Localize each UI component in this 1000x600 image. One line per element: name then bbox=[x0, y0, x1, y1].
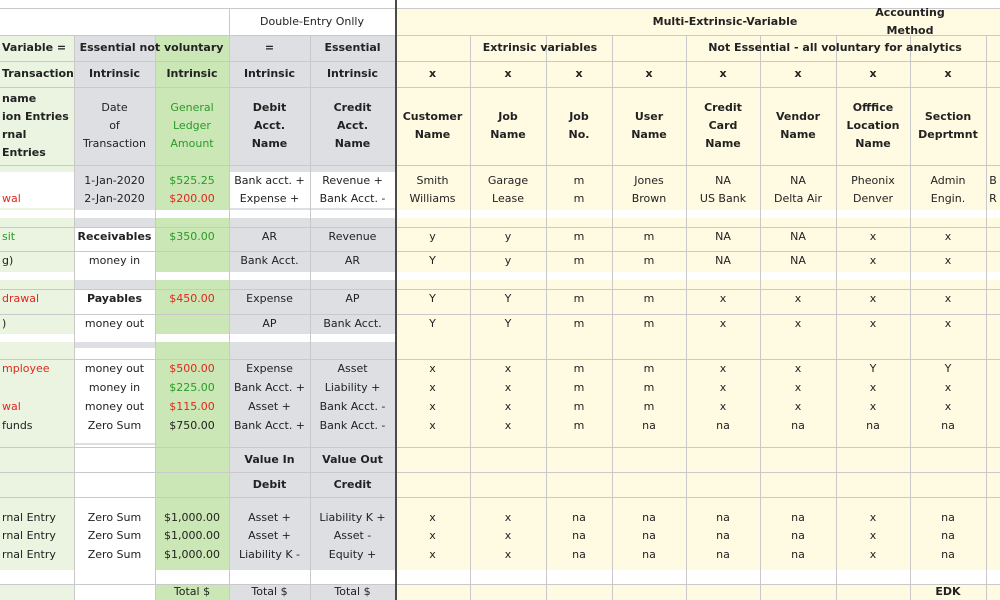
cell-section[interactable]: x bbox=[944, 292, 952, 305]
cell-user[interactable]: Brown bbox=[631, 192, 667, 205]
footer-blank bbox=[74, 584, 155, 600]
column-header-customer[interactable]: Customer Name bbox=[402, 110, 463, 141]
cell-credit[interactable]: AP bbox=[345, 292, 360, 305]
cell-user[interactable]: na bbox=[642, 419, 656, 432]
cell-card[interactable]: x bbox=[719, 400, 727, 413]
cell-vendor[interactable]: na bbox=[791, 529, 805, 542]
multi-extrinsic-header[interactable]: Multi-Extrinsic-Variable bbox=[652, 14, 798, 28]
cell-debit[interactable]: Asset + bbox=[248, 529, 291, 542]
cell-user[interactable]: m bbox=[643, 292, 655, 305]
cell-debit[interactable]: Bank Acct. bbox=[240, 254, 299, 267]
cell-extra[interactable] bbox=[986, 228, 1000, 246]
cell-date[interactable]: Zero Sum bbox=[87, 419, 142, 432]
cell-name[interactable]: funds bbox=[2, 419, 33, 432]
separator-band-1 bbox=[0, 272, 1000, 280]
cell-extra[interactable]: R bbox=[989, 192, 997, 205]
cell-debit[interactable]: Asset + bbox=[248, 511, 291, 524]
cell-name[interactable]: rnal Entry bbox=[2, 529, 56, 542]
cell-gl[interactable]: $225.00 bbox=[169, 381, 215, 394]
cell-date[interactable]: Zero Sum bbox=[87, 529, 142, 542]
cell-gl[interactable]: $1,000.00 bbox=[164, 511, 220, 524]
cell-user[interactable]: m bbox=[643, 230, 655, 243]
cell-job-no[interactable]: m bbox=[573, 362, 585, 375]
cell-job-name[interactable]: x bbox=[504, 362, 512, 375]
x-marker-card[interactable]: x bbox=[719, 67, 727, 80]
cell-vendor[interactable]: NA bbox=[790, 254, 806, 267]
cell-customer[interactable]: Williams bbox=[409, 192, 456, 205]
debit-acct-column-header[interactable]: Debit Acct. Name bbox=[251, 101, 288, 150]
x-marker-user[interactable]: x bbox=[645, 67, 653, 80]
cell-gl[interactable]: $500.00 bbox=[169, 362, 215, 375]
cell-section[interactable]: x bbox=[944, 317, 952, 330]
cell-section[interactable]: na bbox=[941, 419, 955, 432]
column-header-job-name[interactable]: Job Name bbox=[490, 110, 526, 141]
cell-section[interactable]: x bbox=[944, 254, 952, 267]
cell-job-name[interactable]: x bbox=[504, 529, 512, 542]
cell-gl[interactable]: $1,000.00 bbox=[164, 548, 220, 561]
footer-total-gl[interactable]: Total $ bbox=[173, 585, 211, 598]
cell-section[interactable]: Admin bbox=[930, 174, 966, 187]
cell-gl[interactable]: $200.00 bbox=[169, 192, 215, 205]
cell-date[interactable]: Receivables bbox=[77, 230, 152, 243]
double-entry-header[interactable]: Double-Entry Onlly bbox=[260, 14, 364, 28]
value-in-header[interactable]: Value In bbox=[244, 452, 295, 466]
x-marker-customer[interactable]: x bbox=[428, 67, 437, 80]
column-header-job-no[interactable]: Job No. bbox=[568, 110, 590, 141]
cell-user[interactable]: m bbox=[643, 317, 655, 330]
not-essential-header[interactable]: Not Essential - all voluntary for analytics bbox=[708, 41, 962, 54]
transaction-header[interactable]: Transaction bbox=[2, 67, 74, 80]
cell-vendor[interactable]: na bbox=[791, 548, 805, 561]
cell-job-no[interactable]: m bbox=[573, 419, 585, 432]
cell-office[interactable]: x bbox=[869, 254, 877, 267]
extrinsic-variables-header[interactable]: Extrinsic variables bbox=[482, 41, 598, 54]
cell-debit[interactable]: Expense bbox=[246, 292, 293, 305]
row-line-11 bbox=[0, 472, 1000, 473]
cell-card[interactable]: x bbox=[719, 317, 727, 330]
cell-date[interactable]: money in bbox=[88, 254, 141, 267]
intrinsic-header-gl[interactable]: Intrinsic bbox=[166, 67, 218, 80]
cell-debit[interactable]: Bank Acct. + bbox=[233, 419, 306, 432]
cell-name[interactable]: sit bbox=[2, 230, 16, 243]
cell-job-no[interactable]: m bbox=[573, 292, 585, 305]
cell-date[interactable]: 2-Jan-2020 bbox=[84, 192, 145, 205]
cell-debit[interactable]: Liability K - bbox=[238, 548, 301, 561]
cell-section[interactable]: na bbox=[941, 548, 955, 561]
cell-extra[interactable] bbox=[986, 252, 1000, 270]
cell-credit[interactable]: Revenue bbox=[328, 230, 377, 243]
cell-user[interactable]: Jones bbox=[634, 174, 664, 187]
cell-credit[interactable]: Bank Acct. - bbox=[319, 192, 386, 205]
cell-extra[interactable] bbox=[986, 398, 1000, 416]
cell-vendor[interactable]: na bbox=[791, 419, 805, 432]
cell-card[interactable]: na bbox=[716, 529, 730, 542]
cell-vendor[interactable]: x bbox=[794, 292, 802, 305]
separator-band-2 bbox=[0, 334, 395, 342]
cell-date[interactable]: Zero Sum bbox=[87, 511, 142, 524]
value-out-header[interactable]: Value Out bbox=[322, 452, 383, 466]
cell-extra[interactable] bbox=[986, 315, 1000, 333]
cell-gl[interactable] bbox=[155, 252, 229, 270]
cell-extra[interactable] bbox=[986, 290, 1000, 308]
cell-customer[interactable]: x bbox=[429, 419, 436, 432]
cell-office[interactable]: x bbox=[869, 511, 877, 524]
cell-date[interactable]: Payables bbox=[86, 292, 143, 305]
cell-office[interactable]: na bbox=[866, 419, 880, 432]
cell-job-no[interactable]: na bbox=[572, 511, 586, 524]
cell-job-name[interactable]: x bbox=[504, 511, 512, 524]
cell-vendor[interactable]: x bbox=[794, 381, 802, 394]
cell-vendor[interactable]: NA bbox=[790, 230, 806, 243]
cell-credit[interactable]: Liability K + bbox=[319, 511, 386, 524]
cell-debit[interactable]: Expense + bbox=[239, 192, 300, 205]
cell-customer[interactable]: x bbox=[429, 548, 436, 561]
cell-office[interactable]: x bbox=[869, 548, 877, 561]
cell-job-name[interactable]: y bbox=[504, 254, 512, 267]
cell-customer[interactable]: x bbox=[429, 400, 436, 413]
cell-gl[interactable]: $450.00 bbox=[169, 292, 215, 305]
x-marker-office[interactable]: x bbox=[869, 67, 877, 80]
cell-customer[interactable]: x bbox=[429, 381, 436, 394]
cell-job-no[interactable]: m bbox=[573, 317, 585, 330]
cell-card[interactable]: na bbox=[716, 419, 730, 432]
cell-vendor[interactable]: x bbox=[794, 362, 802, 375]
cell-customer[interactable]: Y bbox=[429, 254, 436, 267]
essential-not-voluntary-header[interactable]: Essential not voluntary bbox=[79, 41, 224, 54]
cell-vendor[interactable]: NA bbox=[790, 174, 806, 187]
cell-card[interactable]: x bbox=[719, 381, 727, 394]
essential-header[interactable]: Essential bbox=[324, 41, 381, 54]
date-column-header[interactable]: Date of Transaction bbox=[83, 101, 146, 150]
cell-job-no[interactable]: m bbox=[573, 174, 585, 187]
column-header-user[interactable]: User Name bbox=[631, 110, 667, 141]
cell-section[interactable]: x bbox=[944, 381, 952, 394]
cell-card[interactable]: NA bbox=[715, 174, 731, 187]
cell-customer[interactable]: x bbox=[429, 511, 436, 524]
cell-extra[interactable] bbox=[986, 546, 1000, 564]
cell-debit[interactable]: AR bbox=[261, 230, 278, 243]
cell-credit[interactable]: Revenue + bbox=[322, 174, 383, 187]
cell-office[interactable]: Pheonix bbox=[851, 174, 895, 187]
cell-section[interactable]: Engin. bbox=[930, 192, 966, 205]
cell-office[interactable]: x bbox=[869, 400, 877, 413]
credit-header[interactable]: Credit bbox=[333, 477, 372, 491]
cell-office[interactable]: x bbox=[869, 529, 877, 542]
cell-job-name[interactable]: x bbox=[504, 400, 512, 413]
column-header-section[interactable]: Section Deprtmnt bbox=[918, 110, 978, 141]
cell-section[interactable]: Y bbox=[944, 362, 952, 375]
cell-card[interactable]: NA bbox=[715, 254, 731, 267]
cell-section[interactable]: na bbox=[941, 511, 955, 524]
cell-customer[interactable]: Smith bbox=[416, 174, 449, 187]
cell-gl[interactable] bbox=[155, 315, 229, 333]
cell-card[interactable]: x bbox=[719, 292, 727, 305]
cell-user[interactable]: na bbox=[642, 529, 656, 542]
cell-credit[interactable]: AR bbox=[344, 254, 361, 267]
x-marker-job-no[interactable]: x bbox=[575, 67, 583, 80]
credit-acct-column-header[interactable]: Credit Acct. Name bbox=[333, 101, 372, 150]
cell-gl[interactable]: $1,000.00 bbox=[164, 529, 220, 542]
cell-office[interactable]: x bbox=[869, 381, 877, 394]
cell-extra[interactable]: B bbox=[989, 174, 997, 187]
x-marker-job-name[interactable]: x bbox=[504, 67, 512, 80]
cell-name[interactable] bbox=[0, 379, 74, 397]
cell-card[interactable]: x bbox=[719, 362, 727, 375]
footer-total-credit[interactable]: Total $ bbox=[334, 585, 371, 598]
row-line-10 bbox=[0, 447, 1000, 448]
cell-job-no[interactable]: na bbox=[572, 548, 586, 561]
cell-job-name[interactable]: x bbox=[504, 548, 512, 561]
cell-extra[interactable] bbox=[986, 379, 1000, 397]
cell-job-no[interactable]: na bbox=[572, 529, 586, 542]
cell-customer[interactable]: x bbox=[429, 529, 436, 542]
intrinsic-header-credit[interactable]: Intrinsic bbox=[326, 67, 379, 80]
x-marker-section[interactable]: x bbox=[944, 67, 952, 80]
intrinsic-header-debit[interactable]: Intrinsic bbox=[243, 67, 296, 80]
intrinsic-header-date[interactable]: Intrinsic bbox=[88, 67, 141, 80]
cell-customer[interactable]: y bbox=[429, 230, 436, 243]
cell-credit[interactable]: Bank Acct. - bbox=[319, 419, 386, 432]
debit-header[interactable]: Debit bbox=[252, 477, 287, 491]
separator-band-0 bbox=[0, 210, 1000, 218]
cell-name[interactable]: g) bbox=[2, 254, 14, 267]
separator-band-3 bbox=[0, 570, 1000, 584]
cell-customer[interactable]: x bbox=[429, 362, 436, 375]
cell-job-name[interactable]: Y bbox=[504, 317, 512, 330]
cell-user[interactable]: na bbox=[642, 511, 656, 524]
cell-debit[interactable]: Expense bbox=[246, 362, 293, 375]
cell-card[interactable]: na bbox=[716, 548, 730, 561]
cell-name[interactable]: drawal bbox=[2, 292, 40, 305]
row-line-4 bbox=[0, 165, 1000, 166]
cell-extra[interactable] bbox=[986, 360, 1000, 378]
column-header-vendor[interactable]: Vendor Name bbox=[775, 110, 821, 141]
x-marker-vendor[interactable]: x bbox=[794, 67, 802, 80]
cell-job-name[interactable]: Y bbox=[504, 292, 512, 305]
row-line-13 bbox=[0, 584, 1000, 585]
cell-credit[interactable]: Asset - bbox=[333, 529, 372, 542]
cell-name[interactable]: ) bbox=[2, 317, 7, 330]
cell-credit[interactable]: Equity + bbox=[328, 548, 377, 561]
cell-date[interactable]: money out bbox=[84, 317, 145, 330]
cell-gl[interactable]: $750.00 bbox=[169, 419, 215, 432]
gl-amount-column-header[interactable]: General Ledger Amount bbox=[170, 101, 214, 150]
cell-name[interactable] bbox=[0, 172, 74, 190]
cell-vendor[interactable]: Delta Air bbox=[774, 192, 822, 205]
column-header-office[interactable]: Offfice Location Name bbox=[846, 101, 900, 150]
cell-card[interactable]: na bbox=[716, 511, 730, 524]
cell-extra[interactable] bbox=[986, 527, 1000, 545]
cell-date[interactable]: money out bbox=[84, 362, 145, 375]
cell-credit[interactable]: Liability + bbox=[324, 381, 381, 394]
cell-debit[interactable]: Asset + bbox=[248, 400, 291, 413]
cell-office[interactable]: x bbox=[869, 317, 877, 330]
cell-gl[interactable]: $350.00 bbox=[169, 230, 215, 243]
cell-vendor[interactable]: na bbox=[791, 511, 805, 524]
cell-user[interactable]: m bbox=[643, 381, 655, 394]
cell-debit[interactable]: AP bbox=[262, 317, 277, 330]
cell-office[interactable]: x bbox=[869, 292, 877, 305]
cell-job-name[interactable]: y bbox=[504, 230, 512, 243]
cell-job-name[interactable]: x bbox=[504, 381, 512, 394]
cell-job-no[interactable]: m bbox=[573, 400, 585, 413]
cell-user[interactable]: m bbox=[643, 254, 655, 267]
cell-name[interactable]: wal bbox=[2, 192, 21, 205]
cell-card[interactable]: NA bbox=[715, 230, 731, 243]
cell-job-name[interactable]: Garage bbox=[487, 174, 529, 187]
cell-date[interactable]: 1-Jan-2020 bbox=[84, 174, 145, 187]
cell-job-name[interactable]: x bbox=[504, 419, 512, 432]
equals-header[interactable]: = bbox=[264, 41, 275, 54]
cell-date[interactable]: money in bbox=[88, 381, 141, 394]
accounting-method-header[interactable]: Accounting Method bbox=[875, 8, 945, 35]
cell-name[interactable]: mployee bbox=[2, 362, 50, 375]
cell-user[interactable]: na bbox=[642, 548, 656, 561]
column-header-card[interactable]: Credit Card Name bbox=[704, 101, 742, 150]
cell-name[interactable]: rnal Entry bbox=[2, 548, 56, 561]
cell-office[interactable]: Y bbox=[869, 362, 877, 375]
cell-date[interactable]: Zero Sum bbox=[87, 548, 142, 561]
cell-customer[interactable]: Y bbox=[429, 317, 436, 330]
cell-section[interactable]: x bbox=[944, 400, 952, 413]
cell-name[interactable]: rnal Entry bbox=[2, 511, 56, 524]
cell-gl[interactable]: $115.00 bbox=[169, 400, 215, 413]
variable-eq-header[interactable]: Variable = bbox=[2, 41, 67, 54]
cell-job-name[interactable]: Lease bbox=[492, 192, 524, 205]
footer-edk[interactable]: EDK bbox=[935, 585, 961, 598]
cell-section[interactable]: na bbox=[941, 529, 955, 542]
cell-date[interactable]: money out bbox=[84, 400, 145, 413]
cell-credit[interactable]: Bank Acct. bbox=[323, 317, 382, 330]
cell-credit[interactable]: Bank Acct. - bbox=[319, 400, 386, 413]
name-column-header[interactable]: name ion Entries rnal Entries bbox=[2, 92, 69, 159]
cell-user[interactable]: m bbox=[643, 400, 655, 413]
footer-left bbox=[0, 584, 74, 600]
cell-vendor[interactable]: x bbox=[794, 400, 802, 413]
cell-gl[interactable]: $525.25 bbox=[169, 174, 215, 187]
cell-vendor[interactable]: x bbox=[794, 317, 802, 330]
cell-job-no[interactable]: m bbox=[573, 254, 585, 267]
cell-office[interactable]: x bbox=[869, 230, 877, 243]
cell-debit[interactable]: Bank Acct. + bbox=[233, 381, 306, 394]
cell-job-no[interactable]: m bbox=[573, 192, 585, 205]
cell-user[interactable]: m bbox=[643, 362, 655, 375]
cell-debit[interactable]: Bank acct. + bbox=[234, 174, 305, 187]
cell-job-no[interactable]: m bbox=[573, 381, 585, 394]
cell-office[interactable]: Denver bbox=[852, 192, 893, 205]
cell-credit[interactable]: Asset bbox=[337, 362, 368, 375]
cell-job-no[interactable]: m bbox=[573, 230, 585, 243]
cell-card[interactable]: US Bank bbox=[699, 192, 747, 205]
cell-name[interactable]: wal bbox=[2, 400, 21, 413]
footer-total-debit[interactable]: Total $ bbox=[251, 585, 288, 598]
cell-section[interactable]: x bbox=[944, 230, 952, 243]
cell-customer[interactable]: Y bbox=[429, 292, 436, 305]
row-line-12 bbox=[0, 497, 1000, 498]
cell-extra[interactable] bbox=[986, 417, 1000, 435]
top-blank-a bbox=[74, 8, 229, 35]
cell-extra[interactable] bbox=[986, 509, 1000, 527]
